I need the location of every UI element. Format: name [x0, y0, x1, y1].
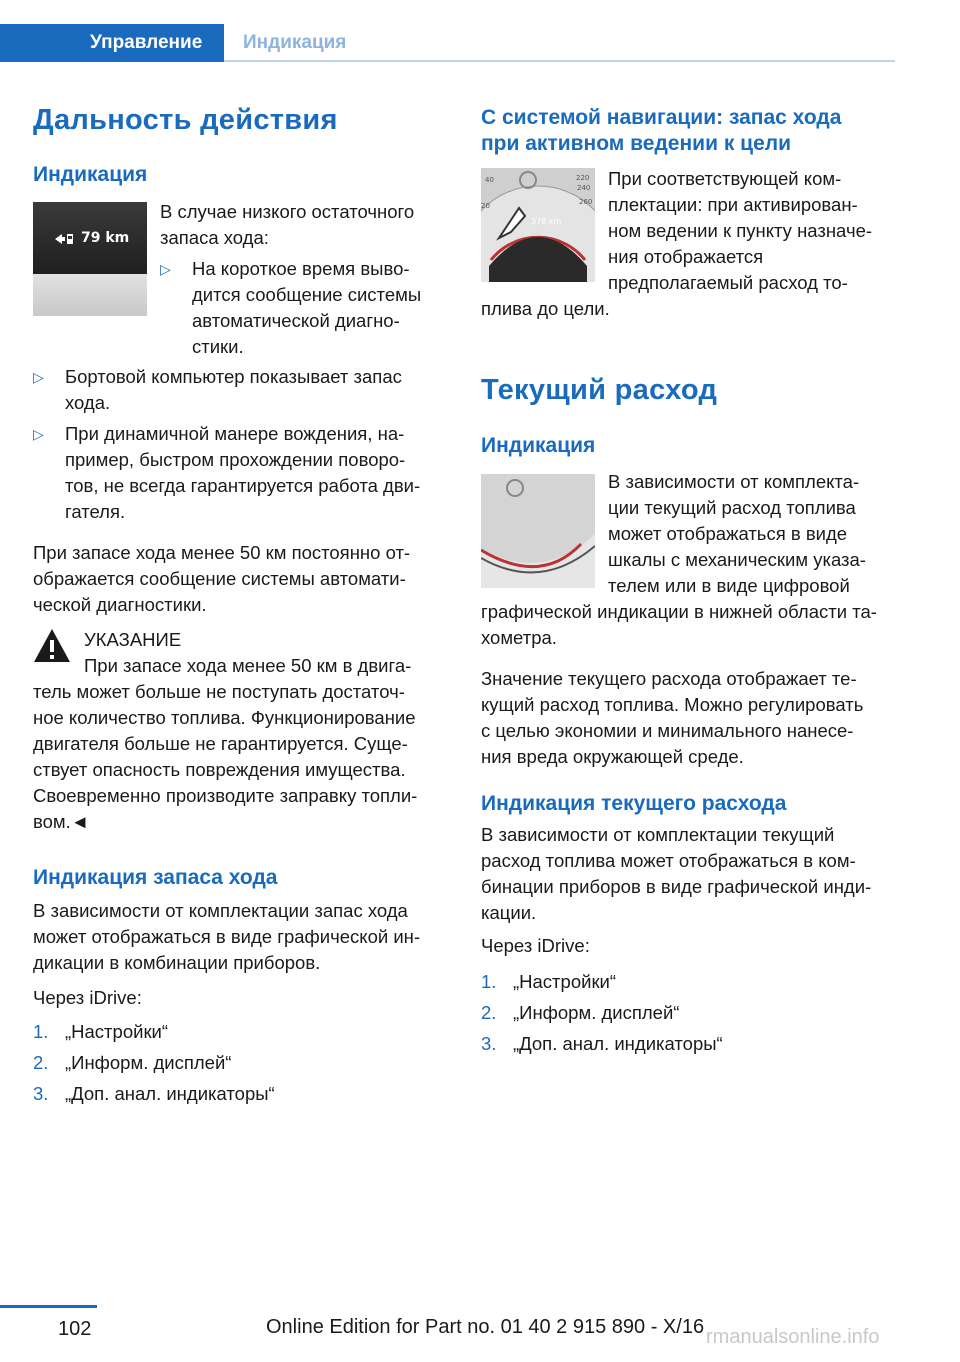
- warning-line-1: При запасе хода менее 50 км в двига-: [84, 655, 412, 676]
- bullet-2-line-4: гателя.: [65, 501, 126, 522]
- gauge-label: 240: [577, 184, 591, 192]
- para-below50-line-2: ображается сообщение системы автомати-: [33, 568, 406, 589]
- range-para-line-3: дикации в комбинации приборов.: [33, 952, 321, 973]
- bullet-triangle-icon: ▷: [160, 261, 171, 277]
- footer-accent-line: [0, 1305, 97, 1308]
- sub-bullet-line-1: На короткое время выво-: [192, 258, 410, 279]
- consumption-gauge-image: [481, 474, 595, 588]
- gauge-label: 20: [481, 202, 490, 210]
- range-display-image: [33, 202, 147, 316]
- bullet-1-line-1: Бортовой компьютер показывает запас: [65, 366, 402, 387]
- range-para-line-1: В зависимости от комплектации запас хода: [33, 900, 408, 921]
- nav-para-line-4: ния отображается: [608, 246, 764, 267]
- via-idrive-right: Через iDrive:: [481, 935, 590, 956]
- warning-line-3: ное количество топлива. Функционирование: [33, 707, 416, 728]
- header-tabs: [0, 24, 895, 62]
- step-number: 3.: [481, 1033, 497, 1054]
- step-settings-right: „Настройки“: [513, 971, 617, 992]
- value-para-line-2: кущий расход топлива. Можно регулировать: [481, 694, 864, 715]
- ind-para-line-2: расход топлива может отображаться в ком-: [481, 850, 856, 871]
- page-title-consumption: Текущий расход: [481, 374, 718, 406]
- nav-gauge-image: [481, 168, 595, 282]
- step-info-display-right: „Информ. дисплей“: [513, 1002, 680, 1023]
- watermark: rmanualsonline.info: [706, 1326, 880, 1348]
- step-number: 1.: [33, 1021, 49, 1042]
- gauge-label: 220: [576, 174, 590, 182]
- step-extra-indicators-right: „Доп. анал. индикаторы“: [513, 1033, 723, 1054]
- ind-para-line-3: бинации приборов в виде графической инди-: [481, 876, 872, 897]
- nav-para-line-5: предполагаемый расход то-: [608, 272, 848, 293]
- heading-nav-range: С системой навигации: запас хода: [481, 106, 842, 129]
- page-number: 102: [58, 1318, 92, 1340]
- step-info-display-left: „Информ. дисплей“: [65, 1052, 232, 1073]
- heading-indication-left: Индикация: [33, 163, 148, 186]
- step-number: 2.: [481, 1002, 497, 1023]
- intro-line-1: В случае низкого остаточного: [160, 201, 415, 222]
- sub-bullet-line-2: дится сообщение системы: [192, 284, 422, 305]
- footer-edition: Online Edition for Part no. 01 40 2 915 890 - X/16: [266, 1316, 705, 1338]
- ind-para-line-4: кации.: [481, 902, 537, 923]
- bullet-1-line-2: хода.: [65, 392, 111, 413]
- gauge-label: 400: [531, 231, 543, 238]
- bullet-2-line-1: При динамичной манере вождения, на-: [65, 423, 405, 444]
- value-para-line-3: с целью экономии и минимального нанесе-: [481, 720, 854, 741]
- consumption-gauge-graphic: [481, 474, 595, 588]
- warning-line-2: тель может больше не поступать достаточ-: [33, 681, 405, 702]
- warning-title: УКАЗАНИЕ: [84, 629, 182, 650]
- para-below50-line-3: ческой диагностики.: [33, 594, 207, 615]
- range-para-line-2: может отображаться в виде графической ин-: [33, 926, 421, 947]
- heading-nav-range-line-2: при активном ведении к цели: [481, 132, 791, 155]
- gauge-label: 40: [485, 176, 494, 184]
- heading-consumption-indicator: Индикация текущего расхода: [481, 792, 787, 815]
- warning-line-5: ствует опасность повреждения имущества.: [33, 759, 406, 780]
- heading-indication-right: Индикация: [481, 434, 596, 457]
- gauge-range-value: 378 km: [531, 217, 562, 226]
- nav-para-line-2: плектации: при активирован-: [608, 194, 858, 215]
- range-display-value: 79 km: [81, 230, 130, 246]
- bullet-triangle-icon: ▷: [33, 426, 44, 442]
- step-extra-indicators-left: „Доп. анал. индикаторы“: [65, 1083, 275, 1104]
- para-below50-line-1: При запасе хода менее 50 км постоянно от-: [33, 542, 411, 563]
- consumption-para-line-6: графической индикации в нижней области та-: [481, 601, 877, 622]
- step-number: 3.: [33, 1083, 49, 1104]
- heading-range-indicator: Индикация запаса хода: [33, 866, 278, 889]
- page-title-range: Дальность действия: [33, 104, 338, 136]
- consumption-para-line-7: хометра.: [481, 627, 557, 648]
- consumption-para-line-3: может отображаться в виде: [608, 523, 848, 544]
- speedometer-graphic: [481, 168, 595, 282]
- consumption-para-line-4: шкалы с механическим указа-: [608, 549, 866, 570]
- consumption-para-line-2: ции текущий расход топлива: [608, 497, 856, 518]
- fuel-pump-icon: [55, 232, 77, 246]
- sub-bullet-line-3: автоматической диагно-: [192, 310, 400, 331]
- warning-line-4: двигателя больше не гарантируется. Суще-: [33, 733, 408, 754]
- value-para-line-4: ния вреда окружающей среде.: [481, 746, 744, 767]
- gauge-label: 260: [579, 198, 593, 206]
- step-number: 1.: [481, 971, 497, 992]
- nav-para-line-1: При соответствующей ком-: [608, 168, 842, 189]
- ind-para-line-1: В зависимости от комплектации текущий: [481, 824, 835, 845]
- consumption-para-line-1: В зависимости от комплекта-: [608, 471, 860, 492]
- warning-line-6: Своевременно производите заправку топли-: [33, 785, 418, 806]
- consumption-para-line-5: телем или в виде цифровой: [608, 575, 850, 596]
- via-idrive-left: Через iDrive:: [33, 987, 142, 1008]
- bullet-2-line-2: пример, быстром прохождении поворо-: [65, 449, 406, 470]
- warning-triangle-icon: [33, 628, 71, 664]
- warning-line-7: вом.◄: [33, 811, 90, 832]
- step-number: 2.: [33, 1052, 49, 1073]
- tab-control[interactable]: Управление: [0, 24, 224, 62]
- tab-indication[interactable]: Индикация: [243, 32, 347, 53]
- value-para-line-1: Значение текущего расхода отображает те-: [481, 668, 857, 689]
- sub-bullet-line-4: стики.: [192, 336, 244, 357]
- intro-line-2: запаса хода:: [160, 227, 269, 248]
- bullet-triangle-icon: ▷: [33, 369, 44, 385]
- bullet-2-line-3: тов, не всегда гарантируется работа дви-: [65, 475, 421, 496]
- nav-para-line-3: ном ведении к пункту назначе-: [608, 220, 873, 241]
- nav-para-line-6: плива до цели.: [481, 298, 610, 319]
- step-settings-left: „Настройки“: [65, 1021, 169, 1042]
